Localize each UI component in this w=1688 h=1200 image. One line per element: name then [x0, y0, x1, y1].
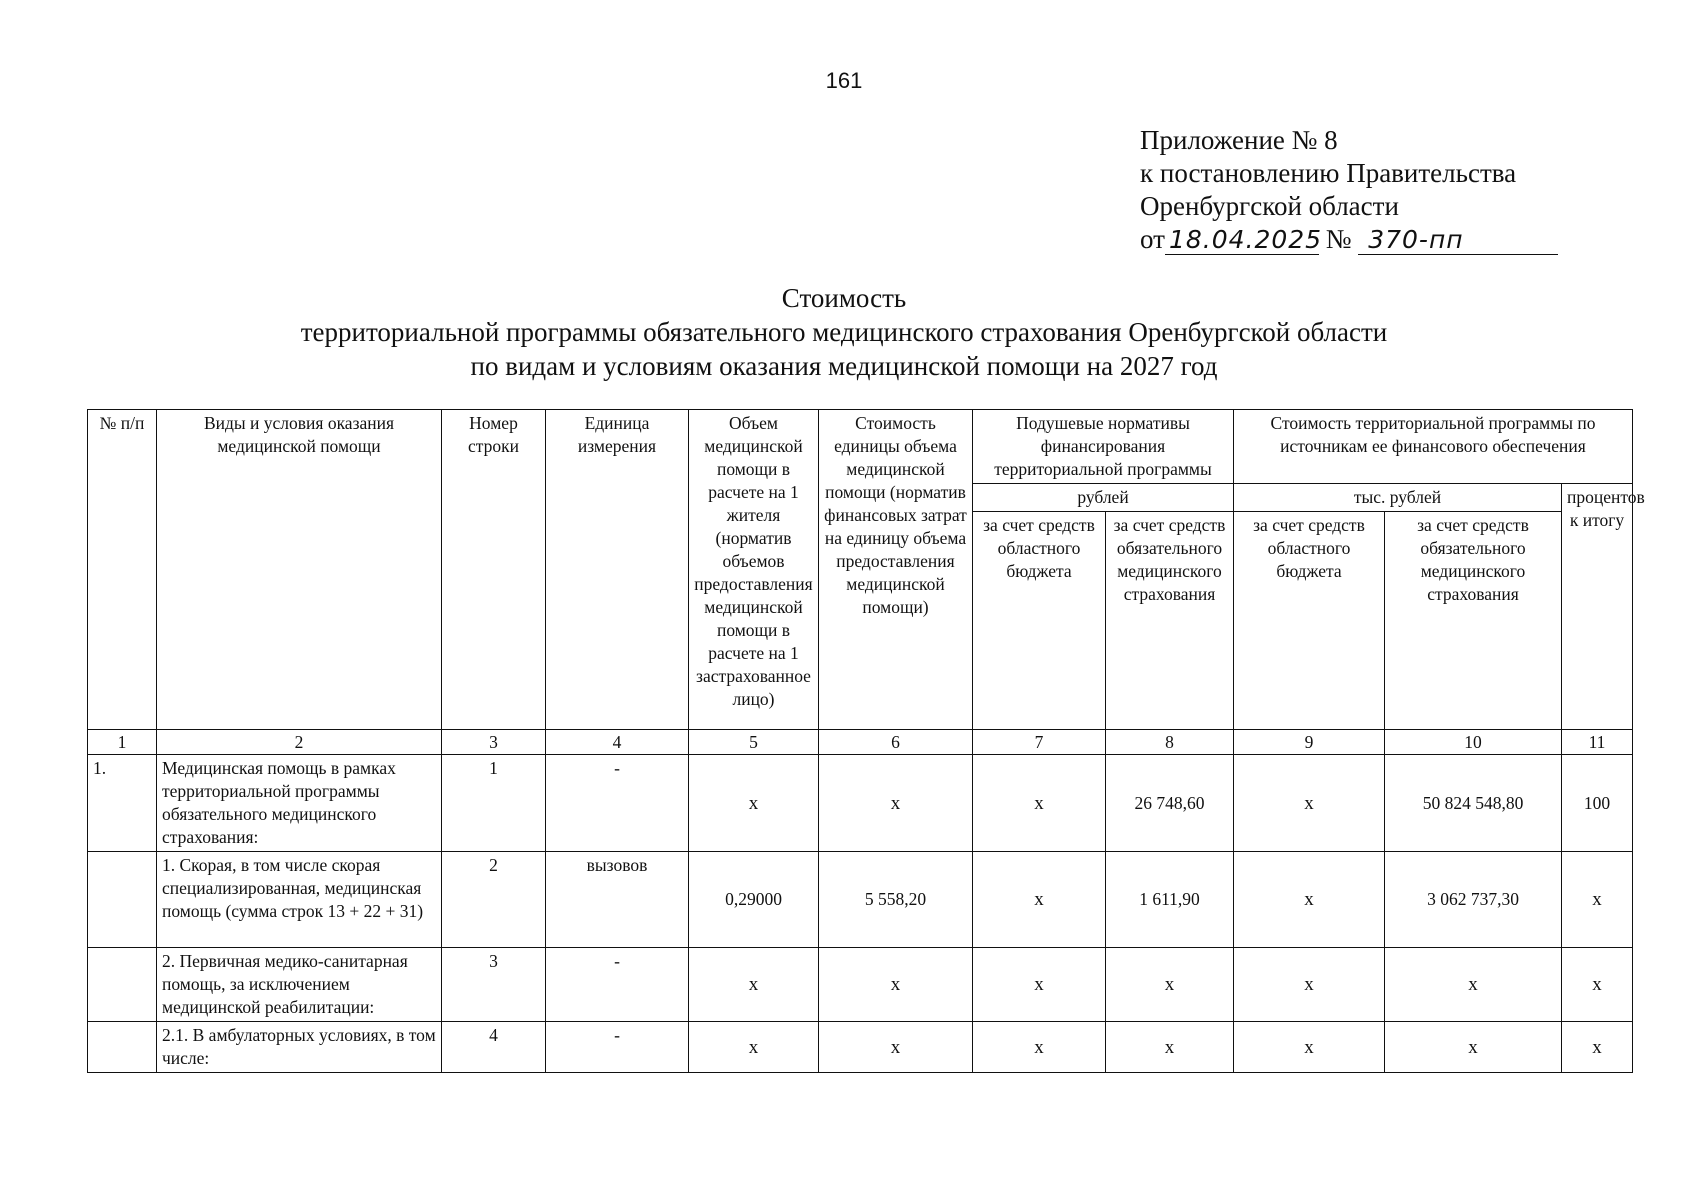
title-line-1: Стоимость [781, 283, 907, 313]
row-pc-budget: х [973, 852, 1106, 948]
header-col-1: № п/п [88, 410, 157, 730]
row-unit-cost: х [819, 755, 973, 852]
appendix-title: Приложение № 8 [1140, 125, 1338, 155]
header-col-6: Стоимость единицы объема медицинской помощи (норматив финансовых затрат на единицу объема предоставления медицинской помощи) [819, 410, 973, 730]
row-unit: - [546, 1022, 689, 1073]
row-line: 1 [442, 755, 546, 852]
row-line: 2 [442, 852, 546, 948]
header-col-4: Единица измерения [546, 410, 689, 730]
row-no [88, 852, 157, 948]
row-cost-budget: х [1234, 852, 1385, 948]
column-number: 3 [442, 730, 546, 755]
row-cost-oms: х [1385, 948, 1562, 1022]
header-thousand-rubles: тыс. рублей [1234, 484, 1562, 512]
row-cost-budget: х [1234, 1022, 1385, 1073]
row-cost-oms: 50 824 548,80 [1385, 755, 1562, 852]
column-number: 1 [88, 730, 157, 755]
row-volume: х [689, 948, 819, 1022]
row-no [88, 948, 157, 1022]
row-cost-budget: х [1234, 755, 1385, 852]
header-rubles: рублей [973, 484, 1234, 512]
appendix-block [1140, 124, 1580, 256]
row-unit-cost: 5 558,20 [819, 852, 973, 948]
column-number: 4 [546, 730, 689, 755]
number-label: № [1325, 224, 1352, 254]
title-line-2: территориальной программы обязательного медицинского страхования Оренбургской области [300, 317, 1388, 347]
header-col-7: за счет средств областного бюджета [973, 512, 1106, 730]
row-cost-budget: х [1234, 948, 1385, 1022]
row-volume: 0,29000 [689, 852, 819, 948]
row-pc-budget: х [973, 948, 1106, 1022]
row-pc-budget: х [973, 755, 1106, 852]
column-number: 11 [1562, 730, 1633, 755]
column-number: 9 [1234, 730, 1385, 755]
row-unit-cost: х [819, 1022, 973, 1073]
row-pc-oms: х [1106, 1022, 1234, 1073]
row-unit-cost: х [819, 948, 973, 1022]
row-line: 3 [442, 948, 546, 1022]
cost-table [87, 409, 1645, 1073]
handwritten-number: 370-пп [1358, 226, 1558, 255]
header-col-10: за счет средств обязательного медицинского страхования [1385, 512, 1562, 730]
row-name: Медицинская помощь в рамках территориальной программы обязательного медицинского страхования: [157, 755, 442, 852]
header-col-8: за счет средств обязательного медицинского страхования [1106, 512, 1234, 730]
row-pc-oms: х [1106, 948, 1234, 1022]
column-number: 2 [157, 730, 442, 755]
row-cost-oms: 3 062 737,30 [1385, 852, 1562, 948]
appendix-region: Оренбургской области [1140, 191, 1399, 221]
row-percent: х [1562, 948, 1633, 1022]
row-name: 2. Первичная медико-санитарная помощь, за исключением медицинской реабилитации: [157, 948, 442, 1022]
row-name: 1. Скорая, в том числе скорая специализированная, медицинская помощь (сумма строк 13 + 22 + 31) [157, 852, 442, 948]
row-name: 2.1. В амбулаторных условиях, в том числе: [157, 1022, 442, 1073]
row-volume: х [689, 1022, 819, 1073]
row-unit: вызовов [546, 852, 689, 948]
row-percent: х [1562, 852, 1633, 948]
page-number: 161 [825, 68, 863, 93]
header-row-1 [88, 410, 1633, 484]
column-number: 6 [819, 730, 973, 755]
row-unit: - [546, 948, 689, 1022]
header-group-per-capita: Подушевые нормативы финансирования территориальной программы [973, 410, 1234, 484]
row-no: 1. [88, 755, 157, 852]
document-title [0, 281, 1688, 383]
row-line: 4 [442, 1022, 546, 1073]
header-percent: процентов к итогу [1562, 484, 1633, 730]
row-cost-oms: х [1385, 1022, 1562, 1073]
column-number-row [88, 730, 1633, 755]
appendix-date-number-line [1140, 223, 1580, 256]
header-group-cost: Стоимость территориальной программы по источникам ее финансового обеспечения [1234, 410, 1633, 484]
column-number: 10 [1385, 730, 1562, 755]
column-number: 5 [689, 730, 819, 755]
header-col-9: за счет средств областного бюджета [1234, 512, 1385, 730]
table-row [88, 852, 1633, 948]
handwritten-date: 18.04.2025 [1165, 226, 1319, 255]
row-percent: х [1562, 1022, 1633, 1073]
from-label: от [1140, 224, 1165, 254]
column-number: 8 [1106, 730, 1234, 755]
title-line-3: по видам и условиям оказания медицинской помощи на 2027 год [470, 351, 1218, 381]
row-pc-oms: 1 611,90 [1106, 852, 1234, 948]
header-col-2: Виды и условия оказания медицинской помощи [157, 410, 442, 730]
row-pc-budget: х [973, 1022, 1106, 1073]
table-row [88, 755, 1633, 852]
appendix-resolution: к постановлению Правительства [1140, 158, 1517, 188]
row-no [88, 1022, 157, 1073]
row-volume: х [689, 755, 819, 852]
header-col-5: Объем медицинской помощи в расчете на 1 жителя (норматив объемов предоставления медицинской помощи в расчете на 1 застрахованное лицо) [689, 410, 819, 730]
row-percent: 100 [1562, 755, 1633, 852]
header-col-3: Номер строки [442, 410, 546, 730]
table-row [88, 948, 1633, 1022]
row-unit: - [546, 755, 689, 852]
table-row [88, 1022, 1633, 1073]
row-pc-oms: 26 748,60 [1106, 755, 1234, 852]
column-number: 7 [973, 730, 1106, 755]
